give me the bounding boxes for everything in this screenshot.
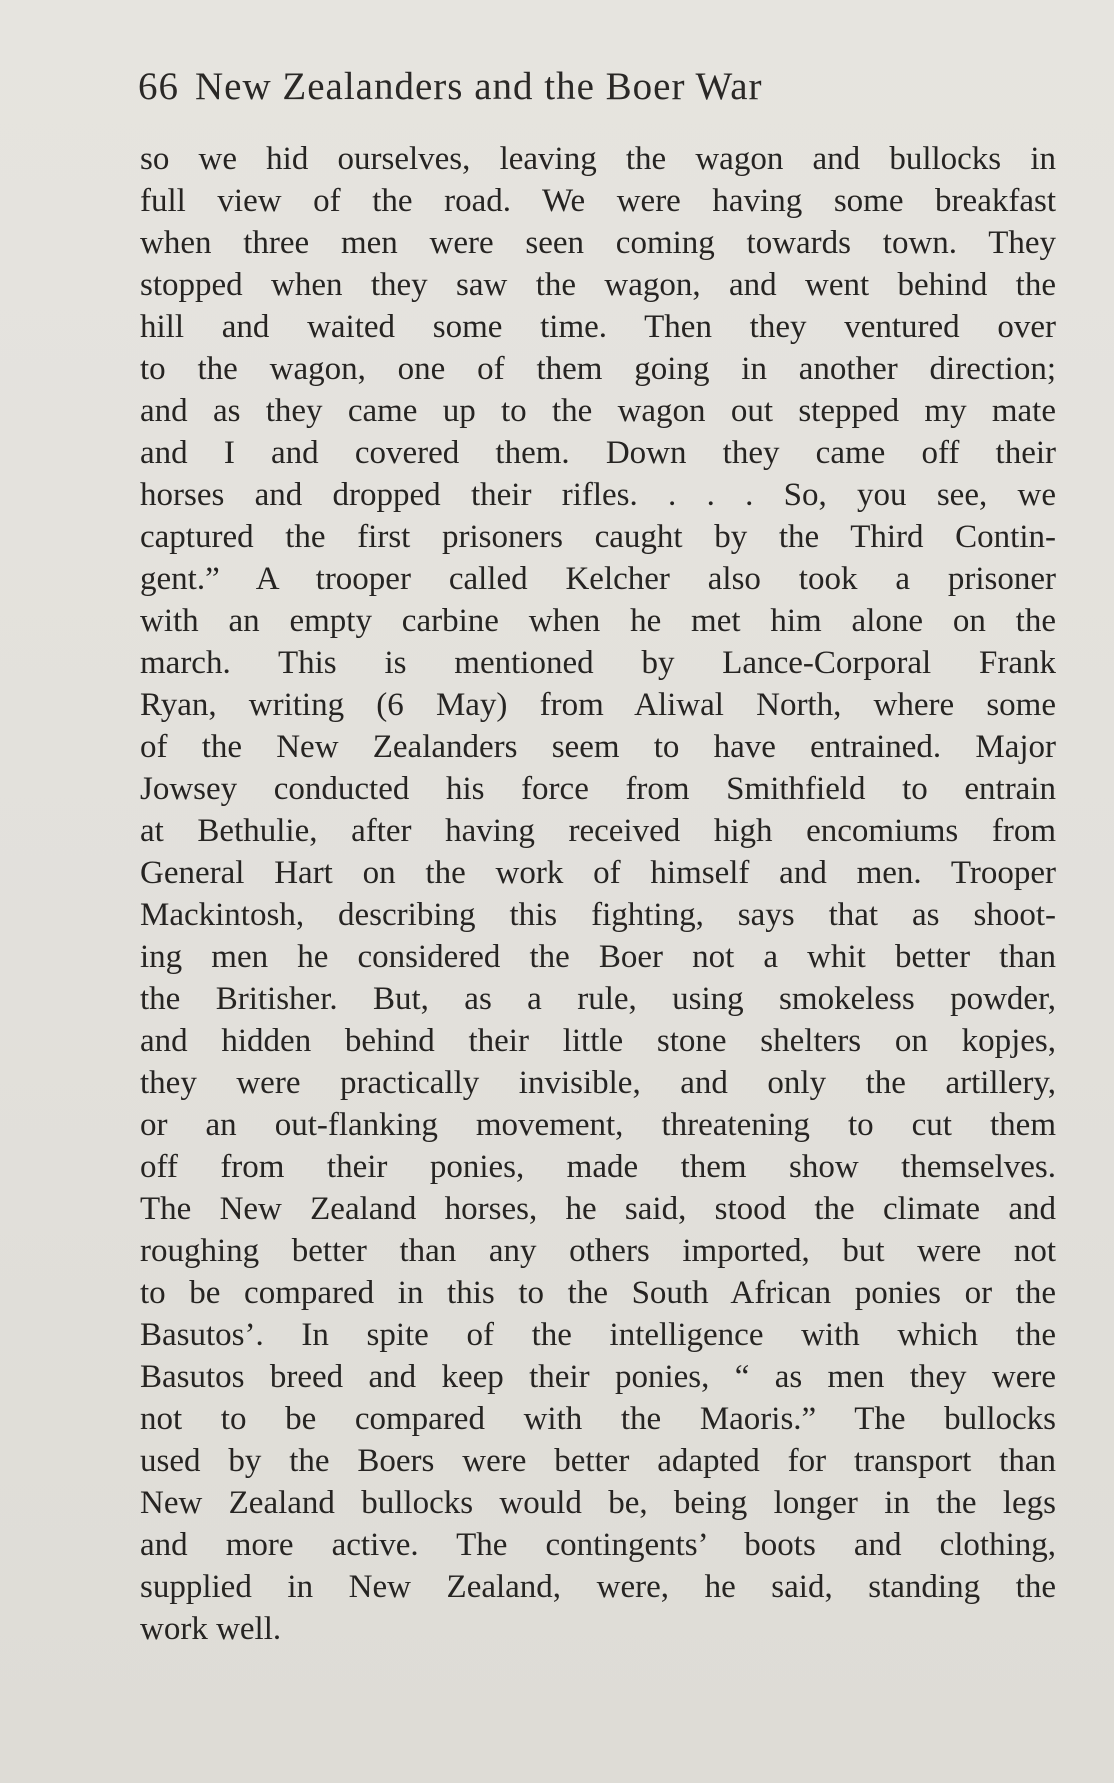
text-line: Ryan, writing (6 May) from Aliwal North, where some: [140, 687, 1056, 723]
text-line: off from their ponies, made them show themselves.: [140, 1149, 1056, 1185]
text-line: Basutos breed and keep their ponies, “ as men they were: [140, 1359, 1056, 1395]
running-title: New Zealanders and the Boer War: [195, 65, 763, 108]
text-line: the Britisher. But, as a rule, using smokeless powder,: [140, 981, 1056, 1017]
text-line: Basutos’. In spite of the intelligence with which the: [140, 1317, 1056, 1353]
text-line: to be compared in this to the South African ponies or the: [140, 1275, 1056, 1311]
text-line: when three men were seen coming towards town. They: [140, 225, 1056, 261]
text-line: work well.: [140, 1611, 282, 1647]
text-line: stopped when they saw the wagon, and went behind the: [140, 267, 1056, 303]
body-text: [140, 138, 1056, 1650]
page-number: 66: [138, 65, 179, 108]
text-line: so we hid ourselves, leaving the wagon and bullocks in: [140, 141, 1056, 177]
text-line: at Bethulie, after having received high encomiums from: [140, 813, 1056, 849]
text-line: to the wagon, one of them going in another direction;: [140, 351, 1056, 387]
text-line: not to be compared with the Maoris.” The bullocks: [140, 1401, 1056, 1437]
text-line: New Zealand bullocks would be, being longer in the legs: [140, 1485, 1056, 1521]
text-line: Jowsey conducted his force from Smithfield to entrain: [140, 771, 1056, 807]
text-line: march. This is mentioned by Lance-Corporal Frank: [140, 645, 1056, 681]
text-line: horses and dropped their rifles. . . . So, you see, we: [140, 477, 1056, 513]
text-line: roughing better than any others imported, but were not: [140, 1233, 1056, 1269]
text-line: and as they came up to the wagon out stepped my mate: [140, 393, 1056, 429]
text-line: hill and waited some time. Then they ventured over: [140, 309, 1056, 345]
text-line: full view of the road. We were having some breakfast: [140, 183, 1056, 219]
text-line: gent.” A trooper called Kelcher also took a prisoner: [140, 561, 1056, 597]
text-line: ing men he considered the Boer not a whit better than: [140, 939, 1056, 975]
text-line: with an empty carbine when he met him alone on the: [140, 603, 1056, 639]
text-line: and more active. The contingents’ boots and clothing,: [140, 1527, 1056, 1563]
text-line: and hidden behind their little stone shelters on kopjes,: [140, 1023, 1056, 1059]
running-header: [138, 64, 998, 124]
text-line: The New Zealand horses, he said, stood the climate and: [140, 1191, 1056, 1227]
text-line: supplied in New Zealand, were, he said, standing the: [140, 1569, 1056, 1605]
text-line: of the New Zealanders seem to have entrained. Major: [140, 729, 1056, 765]
text-line: or an out-flanking movement, threatening to cut them: [140, 1107, 1056, 1143]
text-line: they were practically invisible, and only the artillery,: [140, 1065, 1056, 1101]
text-line: General Hart on the work of himself and men. Trooper: [140, 855, 1056, 891]
text-line: Mackintosh, describing this fighting, says that as shoot-: [140, 897, 1056, 933]
text-line: used by the Boers were better adapted for transport than: [140, 1443, 1056, 1479]
text-line: and I and covered them. Down they came off their: [140, 435, 1056, 471]
text-line: captured the first prisoners caught by the Third Contin-: [140, 519, 1056, 555]
